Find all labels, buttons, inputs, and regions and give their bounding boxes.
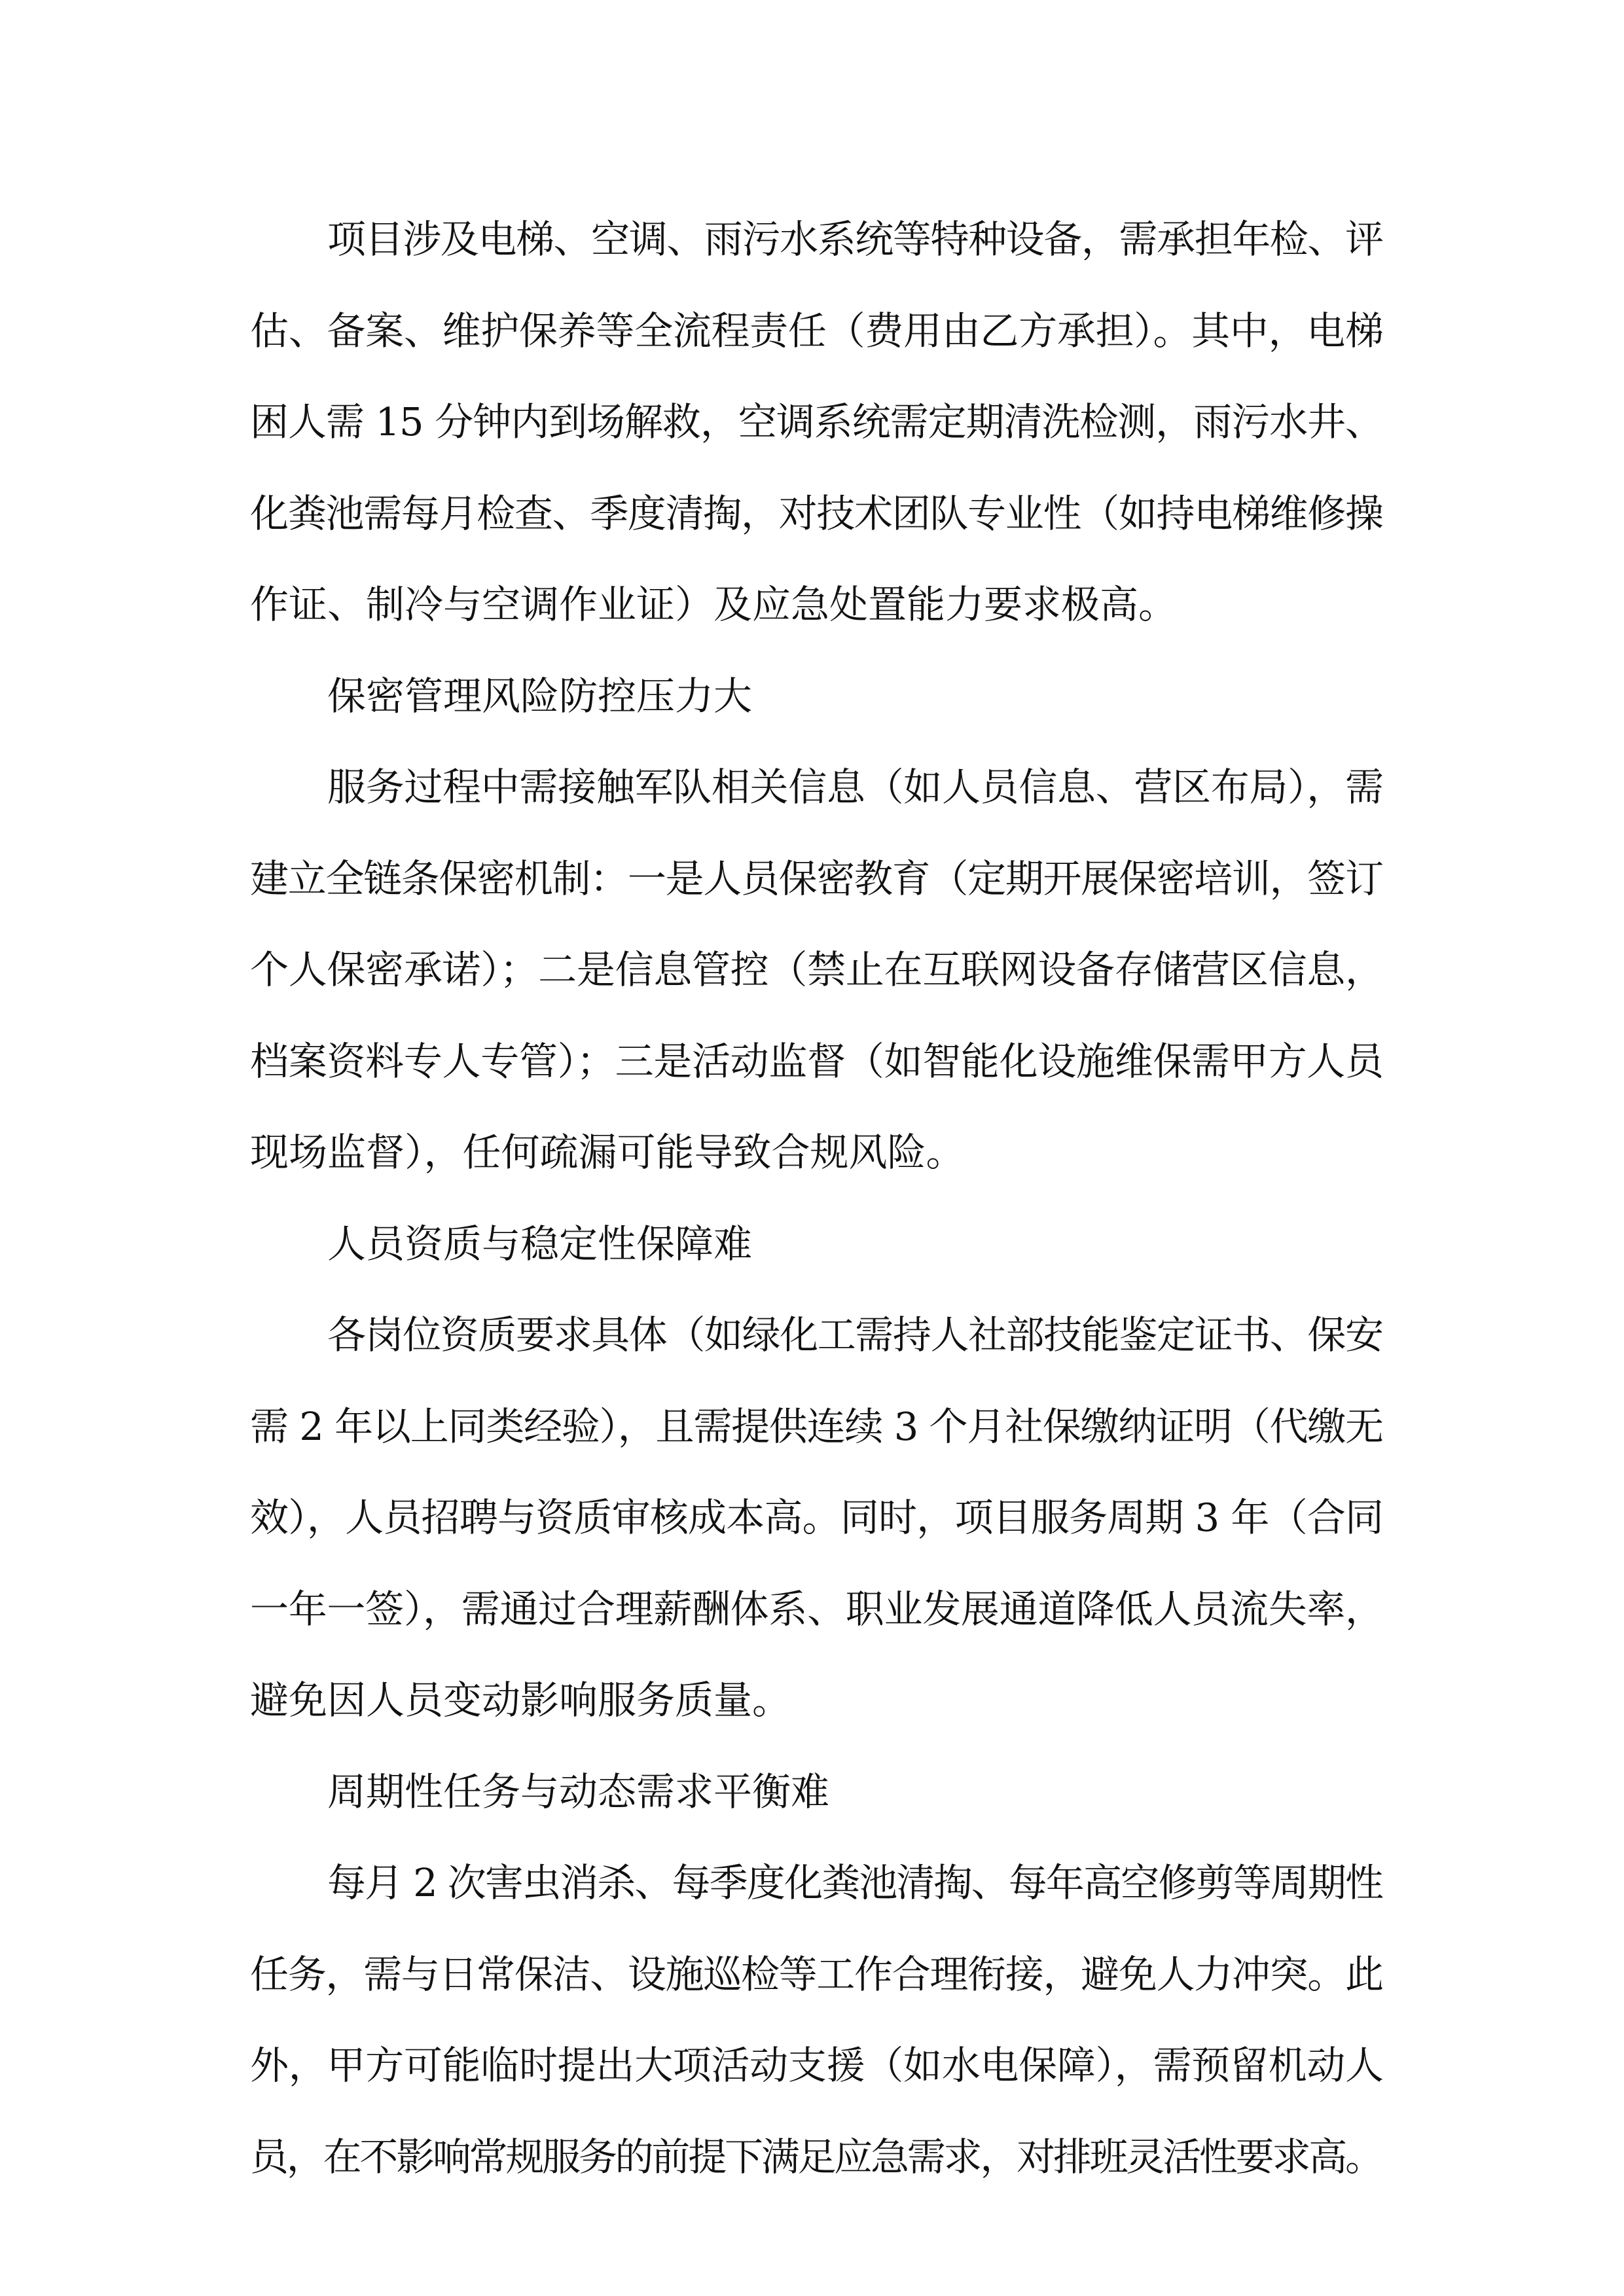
paragraph-line: 作证、制冷与空调作业证）及应急处置能力要求极高。	[250, 582, 1178, 627]
paragraph-line: 个人保密承诺）；二是信息管控（禁止在互联网设备存储营区信息，	[250, 947, 1384, 992]
intro-paragraph	[250, 194, 1384, 651]
paragraph-line: 员，在不影响常规服务的前提下满足应急需求，对排班灵活性要求高。	[250, 2134, 1382, 2179]
paragraph-line: 困人需 15 分钟内到场解救，空调系统需定期清洗检测，雨污水井、	[250, 399, 1383, 444]
document-body	[250, 194, 1384, 2202]
paragraph-line: 服务过程中需接触军队相关信息（如人员信息、营区布局），需	[327, 764, 1384, 810]
section-confidentiality	[250, 651, 1384, 1198]
paragraph-line: 项目涉及电梯、空调、雨污水系统等特种设备，需承担年检、评	[327, 217, 1383, 262]
paragraph-line: 现场监督），任何疏漏可能导致合规风险。	[250, 1130, 965, 1175]
section-staff-qualification	[250, 1198, 1384, 1746]
paragraph-line: 一年一签），需通过合理薪酬体系、职业发展通道降低人员流失率，	[250, 1586, 1384, 1632]
paragraph-line: 档案资料专人专管）；三是活动监督（如智能化设施维保需甲方人员	[250, 1038, 1384, 1084]
paragraph-line: 建立全链条保密机制：一是人员保密教育（定期开展保密培训，签订	[250, 855, 1383, 901]
paragraph-line: 外，甲方可能临时提出大项活动支援（如水电保障），需预留机动人	[250, 2043, 1384, 2088]
paragraph-line: 避免因人员变动影响服务质量。	[250, 1677, 791, 1723]
section-periodic-tasks	[250, 1746, 1384, 2203]
paragraph-line: 需 2 年以上同类经验），且需提供连续 3 个月社保缴纳证明（代缴无	[250, 1403, 1383, 1449]
section-heading: 人员资质与稳定性保障难	[327, 1221, 753, 1266]
paragraph-line: 估、备案、维护保养等全流程责任（费用由乙方承担）。其中，电梯	[250, 308, 1384, 353]
section-heading: 周期性任务与动态需求平衡难	[327, 1768, 830, 1814]
paragraph-line: 各岗位资质要求具体（如绿化工需持人社部技能鉴定证书、保安	[327, 1312, 1383, 1357]
section-heading: 保密管理风险防控压力大	[327, 673, 753, 719]
paragraph-line: 化粪池需每月检查、季度清掏，对技术团队专业性（如持电梯维修操	[250, 490, 1383, 536]
paragraph-line: 效），人员招聘与资质审核成本高。同时，项目服务周期 3 年（合同	[250, 1495, 1384, 1540]
paragraph-line: 每月 2 次害虫消杀、每季度化粪池清掏、每年高空修剪等周期性	[327, 1860, 1383, 1905]
paragraph-line: 任务，需与日常保洁、设施巡检等工作合理衔接，避免人力冲突。此	[250, 1951, 1383, 1997]
